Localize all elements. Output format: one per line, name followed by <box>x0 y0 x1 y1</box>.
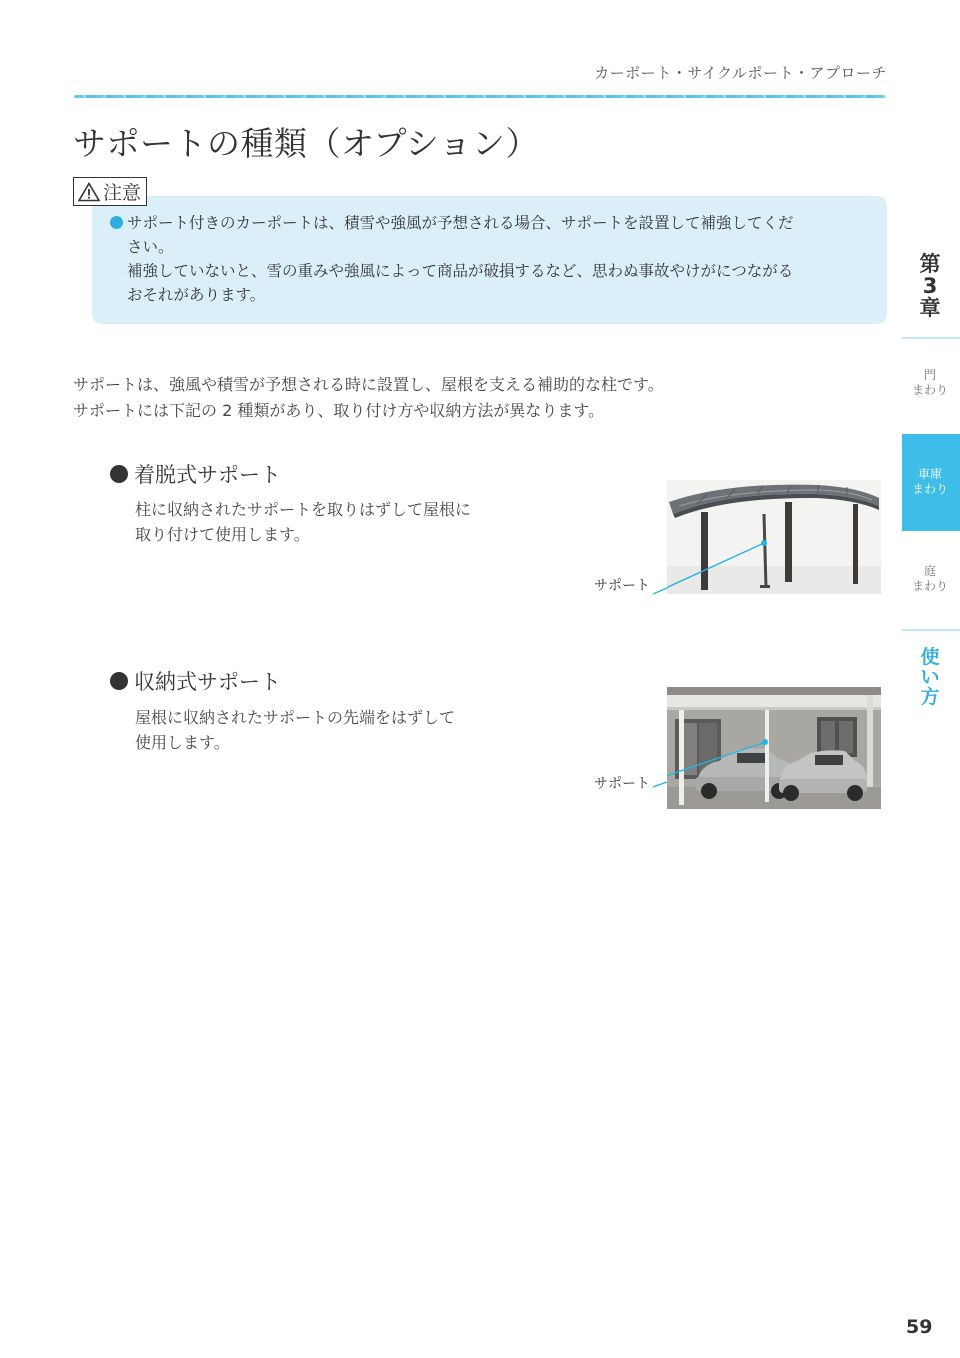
section-description <box>135 705 555 755</box>
support-callout-label: サポート <box>594 776 650 792</box>
chapter-label <box>902 253 958 319</box>
description-line: 屋根に収納されたサポートの先端をはずして <box>135 708 456 727</box>
caution-line: サポート付きのカーポートは、積雪や強風が予想される場合、サポートを設置して補強してくだ <box>127 214 794 232</box>
side-tab-label: 車庫 <box>917 467 942 481</box>
side-tab-garage[interactable] <box>902 467 958 497</box>
side-tab-gate[interactable] <box>902 368 958 398</box>
usage-char: 使 <box>920 646 940 668</box>
warning-icon <box>78 182 100 202</box>
side-tab-label: まわり <box>911 579 948 593</box>
caution-text <box>127 211 867 307</box>
chapter-number: 3 <box>922 274 938 298</box>
header-divider <box>74 95 886 98</box>
caution-line: 補強していないと、雪の重みや強風によって商品が破損するなど、思わぬ事故やけがにつながる <box>127 262 794 280</box>
side-tab-garden[interactable] <box>902 564 958 594</box>
retractable-support-photo <box>667 687 881 809</box>
side-tab-label: 庭 <box>923 564 936 578</box>
bullet-icon <box>110 216 123 229</box>
caution-label-text: 注意 <box>103 182 142 204</box>
side-tab-usage[interactable] <box>902 647 958 707</box>
intro-line: サポートは、強風や積雪が予想される時に設置し、屋根を支える補助的な柱です。 <box>73 375 664 394</box>
caution-line: さい。 <box>127 238 174 256</box>
description-line: 取り付けて使用します。 <box>135 525 310 544</box>
side-tab-label: まわり <box>911 482 948 496</box>
page-title: サポートの種類（オプション） <box>73 124 540 163</box>
usage-char: い <box>920 666 940 688</box>
chapter-char: 章 <box>919 296 941 320</box>
caution-label <box>73 177 147 206</box>
section-heading-detachable <box>110 459 281 489</box>
side-tab-label: 門 <box>923 368 936 382</box>
running-header: カーポート・サイクルポート・アプローチ <box>594 64 887 82</box>
description-line: 柱に収納されたサポートを取りはずして屋根に <box>135 500 472 519</box>
intro-paragraph <box>73 372 833 424</box>
section-heading-text: 着脱式サポート <box>134 463 281 487</box>
section-heading-text: 収納式サポート <box>134 670 281 694</box>
chapter-char: 第 <box>919 252 941 276</box>
side-tab-label: まわり <box>911 383 948 397</box>
section-description <box>135 497 555 547</box>
bullet-icon <box>110 672 128 690</box>
support-callout-label: サポート <box>594 578 650 594</box>
side-divider <box>902 337 960 339</box>
description-line: 使用します。 <box>135 733 230 752</box>
usage-char: 方 <box>920 686 940 708</box>
page-number: 59 <box>906 1316 933 1338</box>
intro-line: サポートには下記の 2 種類があり、取り付け方や収納方法が異なります。 <box>73 401 605 420</box>
bullet-icon <box>110 465 128 483</box>
detachable-support-photo <box>667 480 881 594</box>
callout-connector <box>653 581 667 593</box>
side-divider <box>902 629 960 631</box>
section-heading-retractable <box>110 666 281 696</box>
callout-connector <box>653 774 667 786</box>
caution-line: おそれがあります。 <box>127 286 266 304</box>
